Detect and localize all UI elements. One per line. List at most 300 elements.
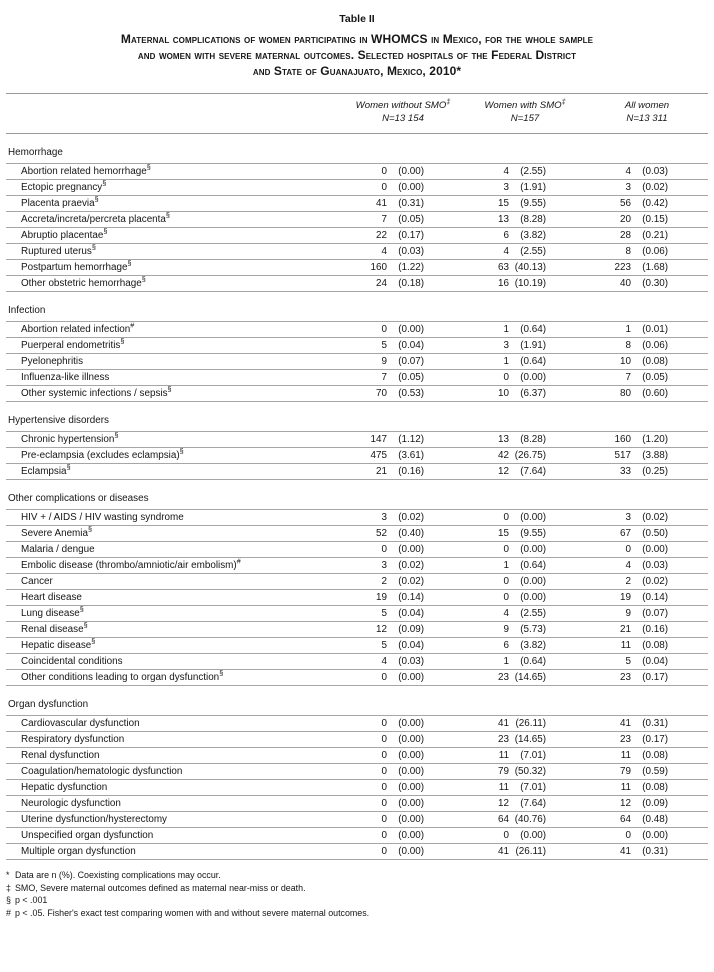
table-body [6, 147, 708, 860]
cell [342, 166, 464, 177]
cell-count: 160 [370, 262, 387, 273]
cell [586, 262, 708, 273]
table-row [6, 590, 708, 606]
row-label: Other conditions leading to organ dysfunction§ [21, 668, 224, 683]
cell [586, 576, 708, 587]
table-row [6, 748, 708, 764]
cell-percent: (0.15) [642, 214, 668, 225]
table-row [6, 164, 708, 180]
cell-count: 12 [376, 624, 387, 635]
cell [464, 356, 586, 367]
cell-percent: (1.68) [642, 262, 668, 273]
cell [342, 214, 464, 225]
cell-percent: (0.18) [398, 278, 424, 289]
cell-percent: (0.40) [398, 528, 424, 539]
cell [342, 262, 464, 273]
row-label: Postpartum hemorrhage§ [21, 258, 132, 273]
cell-percent: (1.91) [520, 340, 546, 351]
row-label: Hepatic dysfunction [21, 782, 108, 793]
cell [464, 608, 586, 619]
cell-percent: (0.48) [642, 814, 668, 825]
row-footnote-marker: § [91, 636, 96, 646]
title-line-3: and State of Guanajuato, Mexico, 2010* [252, 64, 462, 78]
cell [586, 592, 708, 603]
column-title: Women with SMO‡ [484, 96, 566, 111]
cell-percent: (0.08) [642, 782, 668, 793]
cell-count: 4 [503, 246, 509, 257]
footnote [6, 882, 708, 895]
cell-count: 9 [381, 356, 387, 367]
cell-count: 9 [503, 624, 509, 635]
cell-percent: (7.64) [520, 798, 546, 809]
table-row [6, 448, 708, 464]
table-section [6, 493, 708, 686]
cell [342, 830, 464, 841]
cell-count: 79 [498, 766, 509, 777]
cell-count: 13 [498, 434, 509, 445]
cell [464, 198, 586, 209]
cell-count: 0 [381, 718, 387, 729]
cell-percent: (0.00) [398, 166, 424, 177]
cell-count: 33 [620, 466, 631, 477]
section-rows [6, 509, 708, 686]
cell [464, 672, 586, 683]
cell-percent: (0.04) [642, 656, 668, 667]
cell-percent: (0.00) [398, 324, 424, 335]
cell-count: 0 [503, 576, 509, 587]
row-label: Renal disease§ [21, 620, 88, 635]
table-row [6, 464, 708, 480]
cell-percent: (9.55) [520, 528, 546, 539]
cell [342, 782, 464, 793]
cell-count: 15 [498, 528, 509, 539]
cell [342, 450, 464, 461]
cell-count: 0 [381, 750, 387, 761]
cell-count: 41 [498, 846, 509, 857]
cell-percent: (0.00) [642, 544, 668, 555]
row-label: Pyelonephritis [21, 356, 84, 367]
cell [586, 798, 708, 809]
row-label: Other obstetric hemorrhage§ [21, 274, 146, 289]
cell-percent: (7.64) [520, 466, 546, 477]
cell [464, 766, 586, 777]
cell-percent: (0.16) [398, 466, 424, 477]
cell-count: 1 [503, 560, 509, 571]
cell [342, 278, 464, 289]
table-row [6, 338, 708, 354]
table-row [6, 526, 708, 542]
cell-count: 0 [381, 734, 387, 745]
table-row [6, 716, 708, 732]
cell [342, 672, 464, 683]
cell [586, 166, 708, 177]
cell [342, 814, 464, 825]
row-label: Neurologic dysfunction [21, 798, 121, 809]
column-sample-size: N=13 311 [626, 113, 668, 124]
row-footnote-marker: § [127, 258, 132, 268]
cell [464, 230, 586, 241]
column-header [464, 96, 586, 125]
cell-percent: (0.53) [398, 388, 424, 399]
row-footnote-marker: § [179, 446, 184, 456]
cell-percent: (0.00) [398, 750, 424, 761]
cell-count: 0 [625, 830, 631, 841]
cell-percent: (14.65) [514, 672, 546, 683]
row-label: Other systemic infections / sepsis§ [21, 384, 172, 399]
cell-count: 12 [498, 466, 509, 477]
cell-percent: (0.05) [398, 214, 424, 225]
cell-percent: (40.76) [514, 814, 546, 825]
cell-percent: (0.08) [642, 640, 668, 651]
cell [464, 544, 586, 555]
cell-count: 0 [381, 182, 387, 193]
cell-percent: (26.11) [515, 846, 546, 857]
cell-percent: (0.00) [642, 830, 668, 841]
column-sample-size: N=157 [510, 113, 540, 124]
cell [342, 592, 464, 603]
cell-percent: (0.08) [642, 356, 668, 367]
row-label: Coincidental conditions [21, 656, 123, 667]
cell-percent: (0.50) [642, 528, 668, 539]
row-label: Respiratory dysfunction [21, 734, 125, 745]
cell [464, 846, 586, 857]
cell-count: 0 [503, 544, 509, 555]
cell-count: 0 [381, 672, 387, 683]
table-section [6, 699, 708, 860]
cell-count: 5 [381, 340, 387, 351]
row-label: Hepatic disease§ [21, 636, 96, 651]
cell-percent: (0.64) [520, 356, 546, 367]
row-label: Abruptio placentae§ [21, 226, 108, 241]
cell-count: 3 [381, 512, 387, 523]
cell-count: 12 [498, 798, 509, 809]
cell-percent: (9.55) [520, 198, 546, 209]
cell-count: 2 [381, 576, 387, 587]
cell-percent: (1.22) [398, 262, 424, 273]
cell-percent: (0.09) [642, 798, 668, 809]
row-label: Cardiovascular dysfunction [21, 718, 140, 729]
cell-percent: (0.42) [642, 198, 668, 209]
cell [342, 718, 464, 729]
cell-count: 0 [503, 592, 509, 603]
cell-percent: (0.60) [642, 388, 668, 399]
section-rows [6, 431, 708, 480]
cell-count: 223 [614, 262, 631, 273]
cell-count: 63 [498, 262, 509, 273]
cell-count: 41 [620, 718, 631, 729]
cell-count: 21 [376, 466, 387, 477]
row-footnote-marker: § [91, 242, 96, 252]
row-label: Puerperal endometritis§ [21, 336, 125, 351]
cell [586, 466, 708, 477]
row-footnote-marker: # [236, 556, 241, 566]
cell-count: 13 [498, 214, 509, 225]
cell-percent: (0.00) [398, 718, 424, 729]
cell-percent: (0.17) [398, 230, 424, 241]
cell [342, 340, 464, 351]
table-row [6, 276, 708, 292]
cell-percent: (0.02) [398, 576, 424, 587]
footnote [6, 869, 708, 882]
cell [464, 372, 586, 383]
title-line-1: Maternal complications of women participating in WHOMCS in Mexico, for the whole sample [120, 32, 594, 46]
table-row [6, 844, 708, 860]
cell-count: 56 [620, 198, 631, 209]
cell [464, 798, 586, 809]
cell-percent: (0.17) [642, 734, 668, 745]
footnote [6, 907, 708, 920]
cell [342, 766, 464, 777]
footnote-text: p < .001 [15, 895, 48, 905]
cell [464, 814, 586, 825]
cell-percent: (0.00) [398, 182, 424, 193]
cell-percent: (0.03) [642, 560, 668, 571]
cell [464, 624, 586, 635]
cell-percent: (0.16) [642, 624, 668, 635]
row-label: Renal dysfunction [21, 750, 100, 761]
row-footnote-marker: § [87, 524, 92, 534]
cell-percent: (0.05) [642, 372, 668, 383]
table-row [6, 228, 708, 244]
cell [586, 560, 708, 571]
column-header [586, 99, 708, 125]
cell [342, 512, 464, 523]
column-header [342, 96, 464, 125]
row-footnote-marker: § [120, 336, 125, 346]
cell-percent: (7.01) [520, 750, 546, 761]
column-sample-size: N=13 154 [382, 113, 424, 124]
cell [342, 734, 464, 745]
row-label: Accreta/increta/percreta placenta§ [21, 210, 170, 225]
cell-percent: (1.12) [398, 434, 424, 445]
cell-percent: (0.08) [642, 750, 668, 761]
cell-percent: (6.37) [520, 388, 546, 399]
cell-count: 41 [498, 718, 509, 729]
cell-count: 0 [503, 512, 509, 523]
cell [586, 608, 708, 619]
cell-percent: (0.07) [642, 608, 668, 619]
cell [342, 608, 464, 619]
cell [586, 544, 708, 555]
cell [586, 278, 708, 289]
cell-percent: (0.31) [398, 198, 424, 209]
cell-count: 11 [498, 782, 509, 793]
cell [342, 544, 464, 555]
cell-count: 11 [620, 750, 631, 761]
cell [464, 734, 586, 745]
row-footnote-marker: § [94, 194, 99, 204]
cell-percent: (26.11) [515, 718, 546, 729]
cell [464, 214, 586, 225]
cell-count: 9 [625, 608, 631, 619]
section-rows [6, 715, 708, 860]
cell-count: 64 [620, 814, 631, 825]
cell [342, 230, 464, 241]
cell-count: 19 [620, 592, 631, 603]
row-label: Heart disease [21, 592, 82, 603]
footnote-text: p < .05. Fisher's exact test comparing women with and without severe maternal outcomes. [15, 907, 370, 918]
cell-percent: (0.03) [398, 656, 424, 667]
cell [586, 750, 708, 761]
cell-percent: (40.13) [514, 262, 546, 273]
cell [586, 640, 708, 651]
cell [464, 592, 586, 603]
cell [586, 766, 708, 777]
cell-count: 42 [498, 450, 509, 461]
cell-count: 20 [620, 214, 631, 225]
cell-percent: (3.82) [520, 230, 546, 241]
row-label: Coagulation/hematologic dysfunction [21, 766, 183, 777]
cell-count: 0 [381, 324, 387, 335]
table-row [6, 510, 708, 526]
cell-percent: (0.64) [520, 324, 546, 335]
cell [586, 624, 708, 635]
row-label: Ectopic pregnancy§ [21, 178, 107, 193]
cell-percent: (5.73) [520, 624, 546, 635]
cell-percent: (0.00) [398, 544, 424, 555]
cell-count: 3 [625, 512, 631, 523]
cell-count: 3 [503, 182, 509, 193]
row-footnote-marker: § [141, 274, 146, 284]
cell-percent: (0.02) [642, 576, 668, 587]
cell [342, 798, 464, 809]
cell-count: 4 [625, 166, 631, 177]
section-rows [6, 163, 708, 292]
cell-count: 0 [381, 814, 387, 825]
row-footnote-marker: § [102, 178, 107, 188]
cell-percent: (0.00) [520, 592, 546, 603]
cell [342, 640, 464, 651]
footnote-marker: * [6, 870, 10, 880]
cell [342, 576, 464, 587]
cell-count: 0 [503, 830, 509, 841]
table-row [6, 260, 708, 276]
cell-count: 1 [625, 324, 631, 335]
cell-count: 8 [625, 246, 631, 257]
cell-percent: (3.61) [398, 450, 424, 461]
cell-count: 147 [370, 434, 387, 445]
table-row [6, 638, 708, 654]
cell-count: 24 [376, 278, 387, 289]
row-label: Uterine dysfunction/hysterectomy [21, 814, 167, 825]
cell-count: 41 [376, 198, 387, 209]
cell-percent: (0.01) [642, 324, 668, 335]
cell-count: 1 [503, 656, 509, 667]
cell-percent: (0.04) [398, 640, 424, 651]
cell-count: 0 [381, 846, 387, 857]
cell [464, 466, 586, 477]
cell-count: 80 [620, 388, 631, 399]
cell-count: 23 [498, 672, 509, 683]
cell-count: 22 [376, 230, 387, 241]
row-footnote-marker: § [167, 384, 172, 394]
cell-percent: (0.00) [520, 576, 546, 587]
cell-count: 4 [381, 246, 387, 257]
table-row [6, 196, 708, 212]
cell-percent: (7.01) [520, 782, 546, 793]
cell-count: 11 [620, 782, 631, 793]
cell-percent: (3.82) [520, 640, 546, 651]
cell-percent: (0.00) [398, 830, 424, 841]
cell-percent: (0.31) [642, 846, 668, 857]
cell-count: 4 [625, 560, 631, 571]
row-label: Cancer [21, 576, 53, 587]
cell-count: 0 [381, 782, 387, 793]
cell-percent: (0.02) [398, 560, 424, 571]
section-title: Hemorrhage [8, 147, 63, 158]
cell [586, 830, 708, 841]
cell-count: 0 [381, 544, 387, 555]
cell-percent: (3.88) [642, 450, 668, 461]
cell-percent: (0.02) [642, 182, 668, 193]
footnote-text: SMO, Severe maternal outcomes defined as maternal near-miss or death. [15, 882, 306, 893]
row-footnote-marker: § [83, 620, 88, 630]
cell-count: 52 [376, 528, 387, 539]
footnotes [6, 869, 708, 919]
cell-count: 1 [503, 324, 509, 335]
cell-count: 4 [503, 608, 509, 619]
cell [464, 434, 586, 445]
cell-count: 0 [625, 544, 631, 555]
cell-count: 0 [381, 798, 387, 809]
cell [586, 340, 708, 351]
row-label: Abortion related hemorrhage§ [21, 162, 151, 177]
table-row [6, 244, 708, 260]
row-footnote-marker: § [103, 226, 108, 236]
cell-percent: (0.59) [642, 766, 668, 777]
cell-percent: (0.21) [642, 230, 668, 241]
cell-count: 7 [625, 372, 631, 383]
page-title [6, 31, 708, 79]
cell-percent: (0.00) [520, 372, 546, 383]
cell [464, 718, 586, 729]
cell [464, 246, 586, 257]
cell-count: 2 [625, 576, 631, 587]
cell-count: 160 [614, 434, 631, 445]
cell-percent: (10.19) [514, 278, 546, 289]
cell-count: 28 [620, 230, 631, 241]
cell-percent: (8.28) [520, 434, 546, 445]
table-section [6, 305, 708, 402]
column-footnote-marker: ‡ [446, 96, 451, 106]
row-footnote-marker: § [146, 162, 151, 172]
cell-count: 0 [503, 372, 509, 383]
cell [342, 388, 464, 399]
cell-percent: (0.00) [520, 544, 546, 555]
cell-percent: (2.55) [520, 166, 546, 177]
cell-count: 3 [625, 182, 631, 193]
cell-count: 21 [620, 624, 631, 635]
cell [342, 434, 464, 445]
row-footnote-marker: § [114, 430, 119, 440]
row-footnote-marker: § [79, 604, 84, 614]
cell [342, 198, 464, 209]
footnote [6, 894, 708, 907]
cell-percent: (0.00) [398, 798, 424, 809]
cell-count: 5 [381, 608, 387, 619]
cell-count: 70 [376, 388, 387, 399]
table-row [6, 764, 708, 780]
cell-count: 15 [498, 198, 509, 209]
cell [464, 278, 586, 289]
cell-count: 7 [381, 372, 387, 383]
cell [464, 830, 586, 841]
cell-percent: (0.06) [642, 246, 668, 257]
row-label: Ruptured uterus§ [21, 242, 96, 257]
cell [586, 672, 708, 683]
table-row [6, 180, 708, 196]
row-label: Unspecified organ dysfunction [21, 830, 154, 841]
